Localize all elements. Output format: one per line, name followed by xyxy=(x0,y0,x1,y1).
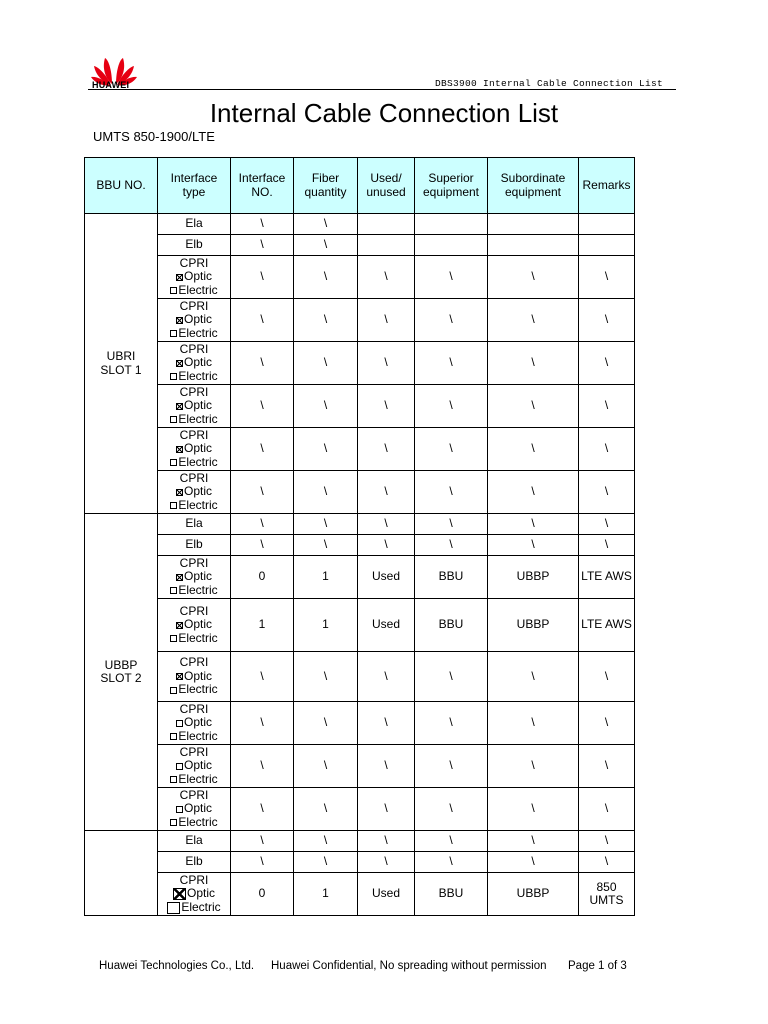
optic-label: Optic xyxy=(183,484,212,499)
rem-cell: \ xyxy=(579,299,635,342)
table-row xyxy=(85,535,635,556)
electric-label: Electric xyxy=(178,582,218,597)
table-row xyxy=(85,702,635,745)
fiber-cell: \ xyxy=(294,788,358,831)
fiber-cell: \ xyxy=(294,852,358,873)
optic-label: Optic xyxy=(183,312,212,327)
electric-checkbox-icon xyxy=(170,819,177,826)
interface-type-cell: Ela xyxy=(158,514,231,535)
interface-type-label: CPRI xyxy=(179,384,209,399)
sub-cell: \ xyxy=(488,256,579,299)
optic-option xyxy=(158,716,230,730)
fiber-cell: \ xyxy=(294,256,358,299)
interface-type-label: CPRI xyxy=(179,872,209,887)
sup-cell: \ xyxy=(415,299,488,342)
sup-cell: \ xyxy=(415,652,488,702)
electric-label: Electric xyxy=(178,325,218,340)
table-row xyxy=(85,852,635,873)
interface-type-cell xyxy=(158,652,231,702)
interface-type-label: CPRI xyxy=(179,298,209,313)
bbu-number-cell: UBRI SLOT 1 xyxy=(85,214,158,514)
interface-type-label: CPRI xyxy=(179,701,209,716)
no-cell: 1 xyxy=(231,599,294,652)
electric-checkbox-icon xyxy=(170,587,177,594)
rem-cell: \ xyxy=(579,831,635,852)
electric-option xyxy=(158,456,230,470)
electric-option xyxy=(158,683,230,697)
electric-label: Electric xyxy=(178,368,218,383)
used-cell xyxy=(358,214,415,235)
rem-cell: \ xyxy=(579,788,635,831)
fiber-cell: \ xyxy=(294,535,358,556)
fiber-cell: \ xyxy=(294,428,358,471)
sup-cell: \ xyxy=(415,471,488,514)
optic-option xyxy=(158,802,230,816)
sub-cell: \ xyxy=(488,299,579,342)
no-cell: \ xyxy=(231,428,294,471)
sub-cell: \ xyxy=(488,702,579,745)
interface-type-label: CPRI xyxy=(179,744,209,759)
optic-checkbox-icon xyxy=(176,574,183,581)
interface-type-cell xyxy=(158,702,231,745)
table-row xyxy=(85,342,635,385)
electric-checkbox-icon xyxy=(170,635,177,642)
table-row xyxy=(85,385,635,428)
interface-type-cell xyxy=(158,471,231,514)
electric-label: Electric xyxy=(178,282,218,297)
rem-cell: \ xyxy=(579,342,635,385)
sup-cell: \ xyxy=(415,342,488,385)
optic-label: Optic xyxy=(183,269,212,284)
table-row xyxy=(85,299,635,342)
electric-option xyxy=(158,901,230,915)
electric-checkbox-icon xyxy=(170,776,177,783)
interface-type-cell xyxy=(158,556,231,599)
optic-checkbox-icon xyxy=(176,622,183,629)
sub-cell: \ xyxy=(488,385,579,428)
interface-type-cell xyxy=(158,299,231,342)
sup-cell: \ xyxy=(415,256,488,299)
optic-option xyxy=(158,313,230,327)
interface-type-label: CPRI xyxy=(179,255,209,270)
used-cell: \ xyxy=(358,385,415,428)
optic-label: Optic xyxy=(183,441,212,456)
optic-option xyxy=(158,442,230,456)
used-cell: Used xyxy=(358,873,415,916)
no-cell: \ xyxy=(231,745,294,788)
sup-cell: \ xyxy=(415,745,488,788)
interface-type-cell xyxy=(158,873,231,916)
optic-label: Optic xyxy=(183,398,212,413)
no-cell: \ xyxy=(231,256,294,299)
table-row xyxy=(85,556,635,599)
fiber-cell: \ xyxy=(294,342,358,385)
rem-cell: \ xyxy=(579,385,635,428)
sub-cell: UBBP xyxy=(488,599,579,652)
sup-cell: \ xyxy=(415,702,488,745)
interface-type-cell xyxy=(158,256,231,299)
table-row xyxy=(85,235,635,256)
electric-label: Electric xyxy=(178,630,218,645)
optic-option xyxy=(158,570,230,584)
column-header: Interface type xyxy=(158,158,231,214)
column-header: BBU NO. xyxy=(85,158,158,214)
optic-checkbox-icon xyxy=(176,317,183,324)
interface-type-label: CPRI xyxy=(179,603,209,618)
rem-cell: 850 UMTS xyxy=(579,873,635,916)
sup-cell: BBU xyxy=(415,873,488,916)
electric-checkbox-icon xyxy=(170,287,177,294)
table-row xyxy=(85,256,635,299)
fiber-cell: \ xyxy=(294,652,358,702)
no-cell: \ xyxy=(231,514,294,535)
rem-cell: \ xyxy=(579,745,635,788)
electric-label: Electric xyxy=(178,771,218,786)
no-cell: \ xyxy=(231,831,294,852)
sup-cell: \ xyxy=(415,428,488,471)
sup-cell: \ xyxy=(415,788,488,831)
column-header: Remarks xyxy=(579,158,635,214)
electric-option xyxy=(158,413,230,427)
sub-cell: \ xyxy=(488,428,579,471)
optic-checkbox-icon xyxy=(173,888,186,900)
electric-label: Electric xyxy=(178,497,218,512)
brand-wordmark: HUAWEI xyxy=(92,80,130,90)
sup-cell: BBU xyxy=(415,556,488,599)
electric-checkbox-icon xyxy=(170,459,177,466)
table-row xyxy=(85,652,635,702)
rem-cell: \ xyxy=(579,514,635,535)
optic-label: Optic xyxy=(186,886,215,901)
interface-type-cell xyxy=(158,385,231,428)
interface-type-label: CPRI xyxy=(179,341,209,356)
optic-option xyxy=(158,356,230,370)
electric-option xyxy=(158,730,230,744)
sub-cell: \ xyxy=(488,535,579,556)
table-row xyxy=(85,428,635,471)
optic-option xyxy=(158,270,230,284)
no-cell: \ xyxy=(231,214,294,235)
rem-cell: \ xyxy=(579,535,635,556)
electric-option xyxy=(158,773,230,787)
table-row xyxy=(85,788,635,831)
fiber-cell: 1 xyxy=(294,873,358,916)
electric-label: Electric xyxy=(181,899,221,914)
sub-cell: UBBP xyxy=(488,556,579,599)
header-rule xyxy=(88,89,676,90)
page-title: Internal Cable Connection List xyxy=(209,98,559,128)
optic-checkbox-icon xyxy=(176,360,183,367)
table-row xyxy=(85,214,635,235)
used-cell: \ xyxy=(358,299,415,342)
optic-checkbox-icon xyxy=(176,673,183,680)
optic-checkbox-icon xyxy=(176,274,183,281)
used-cell: \ xyxy=(358,788,415,831)
fiber-cell: \ xyxy=(294,471,358,514)
fiber-cell: \ xyxy=(294,235,358,256)
electric-label: Electric xyxy=(178,728,218,743)
optic-option xyxy=(158,670,230,684)
rem-cell: \ xyxy=(579,471,635,514)
table-row xyxy=(85,514,635,535)
table-header-row xyxy=(85,158,635,214)
used-cell: Used xyxy=(358,556,415,599)
interface-type-label: CPRI xyxy=(179,787,209,802)
interface-type-label: CPRI xyxy=(179,655,209,670)
used-cell xyxy=(358,235,415,256)
column-header: Superior equipment xyxy=(415,158,488,214)
electric-option xyxy=(158,499,230,513)
sub-cell xyxy=(488,214,579,235)
electric-checkbox-icon xyxy=(170,687,177,694)
optic-label: Optic xyxy=(183,668,212,683)
fiber-cell: \ xyxy=(294,514,358,535)
electric-checkbox-icon xyxy=(170,416,177,423)
optic-checkbox-icon xyxy=(176,446,183,453)
used-cell: \ xyxy=(358,256,415,299)
electric-checkbox-icon xyxy=(170,330,177,337)
column-header: Fiber quantity xyxy=(294,158,358,214)
used-cell: \ xyxy=(358,342,415,385)
electric-checkbox-icon xyxy=(170,733,177,740)
sub-cell: \ xyxy=(488,342,579,385)
used-cell: \ xyxy=(358,652,415,702)
electric-checkbox-icon xyxy=(170,502,177,509)
fiber-cell: 1 xyxy=(294,556,358,599)
sub-cell: \ xyxy=(488,471,579,514)
used-cell: \ xyxy=(358,514,415,535)
used-cell: \ xyxy=(358,745,415,788)
sup-cell: BBU xyxy=(415,599,488,652)
optic-label: Optic xyxy=(183,801,212,816)
cable-connection-table xyxy=(84,157,635,916)
interface-type-cell: Ela xyxy=(158,831,231,852)
electric-label: Electric xyxy=(178,411,218,426)
fiber-cell: \ xyxy=(294,702,358,745)
table-row xyxy=(85,471,635,514)
used-cell: \ xyxy=(358,471,415,514)
table-row xyxy=(85,745,635,788)
bbu-number-cell: UBBP SLOT 2 xyxy=(85,514,158,831)
document-header-label: DBS3900 Internal Cable Connection List xyxy=(434,78,663,89)
rem-cell: \ xyxy=(579,428,635,471)
optic-option xyxy=(158,618,230,632)
used-cell: \ xyxy=(358,831,415,852)
optic-option xyxy=(158,485,230,499)
column-header: Interface NO. xyxy=(231,158,294,214)
electric-option xyxy=(158,370,230,384)
fiber-cell: \ xyxy=(294,831,358,852)
sup-cell: \ xyxy=(415,852,488,873)
fiber-cell: \ xyxy=(294,385,358,428)
sup-cell: \ xyxy=(415,535,488,556)
electric-label: Electric xyxy=(178,454,218,469)
interface-type-cell: Elb xyxy=(158,535,231,556)
sup-cell: \ xyxy=(415,514,488,535)
sub-cell: \ xyxy=(488,788,579,831)
no-cell: \ xyxy=(231,702,294,745)
sub-cell: \ xyxy=(488,745,579,788)
used-cell: \ xyxy=(358,852,415,873)
optic-checkbox-icon xyxy=(176,806,183,813)
optic-label: Optic xyxy=(183,758,212,773)
column-header: Subordinate equipment xyxy=(488,158,579,214)
used-cell: \ xyxy=(358,428,415,471)
interface-type-cell xyxy=(158,745,231,788)
electric-checkbox-icon xyxy=(167,902,180,914)
no-cell: \ xyxy=(231,235,294,256)
optic-option xyxy=(158,887,230,901)
interface-type-cell: Elb xyxy=(158,235,231,256)
optic-checkbox-icon xyxy=(176,489,183,496)
no-cell: \ xyxy=(231,788,294,831)
used-cell: \ xyxy=(358,535,415,556)
optic-label: Optic xyxy=(183,569,212,584)
electric-label: Electric xyxy=(178,814,218,829)
optic-label: Optic xyxy=(183,715,212,730)
interface-type-cell: Elb xyxy=(158,852,231,873)
fiber-cell: \ xyxy=(294,214,358,235)
rem-cell: \ xyxy=(579,852,635,873)
table-body xyxy=(85,214,635,916)
interface-type-label: CPRI xyxy=(179,427,209,442)
rem-cell: \ xyxy=(579,256,635,299)
sup-cell xyxy=(415,214,488,235)
no-cell: 0 xyxy=(231,873,294,916)
fiber-cell: \ xyxy=(294,299,358,342)
used-cell: Used xyxy=(358,599,415,652)
no-cell: \ xyxy=(231,385,294,428)
fiber-cell: 1 xyxy=(294,599,358,652)
electric-option xyxy=(158,816,230,830)
optic-checkbox-icon xyxy=(176,763,183,770)
electric-option xyxy=(158,327,230,341)
no-cell: \ xyxy=(231,471,294,514)
no-cell: \ xyxy=(231,852,294,873)
sup-cell: \ xyxy=(415,385,488,428)
rem-cell xyxy=(579,235,635,256)
interface-type-cell: Ela xyxy=(158,214,231,235)
optic-option xyxy=(158,399,230,413)
sub-cell: \ xyxy=(488,652,579,702)
rem-cell: LTE AWS xyxy=(579,599,635,652)
optic-option xyxy=(158,759,230,773)
sub-cell xyxy=(488,235,579,256)
sup-cell: \ xyxy=(415,831,488,852)
interface-type-label: CPRI xyxy=(179,470,209,485)
table-row xyxy=(85,831,635,852)
interface-type-cell xyxy=(158,342,231,385)
rem-cell: LTE AWS xyxy=(579,556,635,599)
page-subtitle: UMTS 850-1900/LTE xyxy=(93,129,215,144)
column-header: Used/ unused xyxy=(358,158,415,214)
sup-cell xyxy=(415,235,488,256)
electric-label: Electric xyxy=(178,682,218,697)
optic-checkbox-icon xyxy=(176,403,183,410)
electric-option xyxy=(158,284,230,298)
no-cell: \ xyxy=(231,652,294,702)
optic-checkbox-icon xyxy=(176,720,183,727)
used-cell: \ xyxy=(358,702,415,745)
rem-cell: \ xyxy=(579,652,635,702)
table-row xyxy=(85,599,635,652)
no-cell: 0 xyxy=(231,556,294,599)
no-cell: \ xyxy=(231,535,294,556)
electric-option xyxy=(158,584,230,598)
footer-confidential: Huawei Confidential, No spreading without permission xyxy=(271,960,547,972)
fiber-cell: \ xyxy=(294,745,358,788)
footer-page-number: Page 1 of 3 xyxy=(568,960,627,972)
bbu-number-cell xyxy=(85,831,158,916)
optic-label: Optic xyxy=(183,617,212,632)
electric-checkbox-icon xyxy=(170,373,177,380)
interface-type-label: CPRI xyxy=(179,555,209,570)
optic-label: Optic xyxy=(183,355,212,370)
no-cell: \ xyxy=(231,342,294,385)
sub-cell: \ xyxy=(488,852,579,873)
table-row xyxy=(85,873,635,916)
interface-type-cell xyxy=(158,788,231,831)
footer-company: Huawei Technologies Co., Ltd. xyxy=(99,960,255,972)
rem-cell: \ xyxy=(579,702,635,745)
interface-type-cell xyxy=(158,599,231,652)
rem-cell xyxy=(579,214,635,235)
sub-cell: UBBP xyxy=(488,873,579,916)
no-cell: \ xyxy=(231,299,294,342)
sub-cell: \ xyxy=(488,514,579,535)
electric-option xyxy=(158,632,230,646)
sub-cell: \ xyxy=(488,831,579,852)
interface-type-cell xyxy=(158,428,231,471)
